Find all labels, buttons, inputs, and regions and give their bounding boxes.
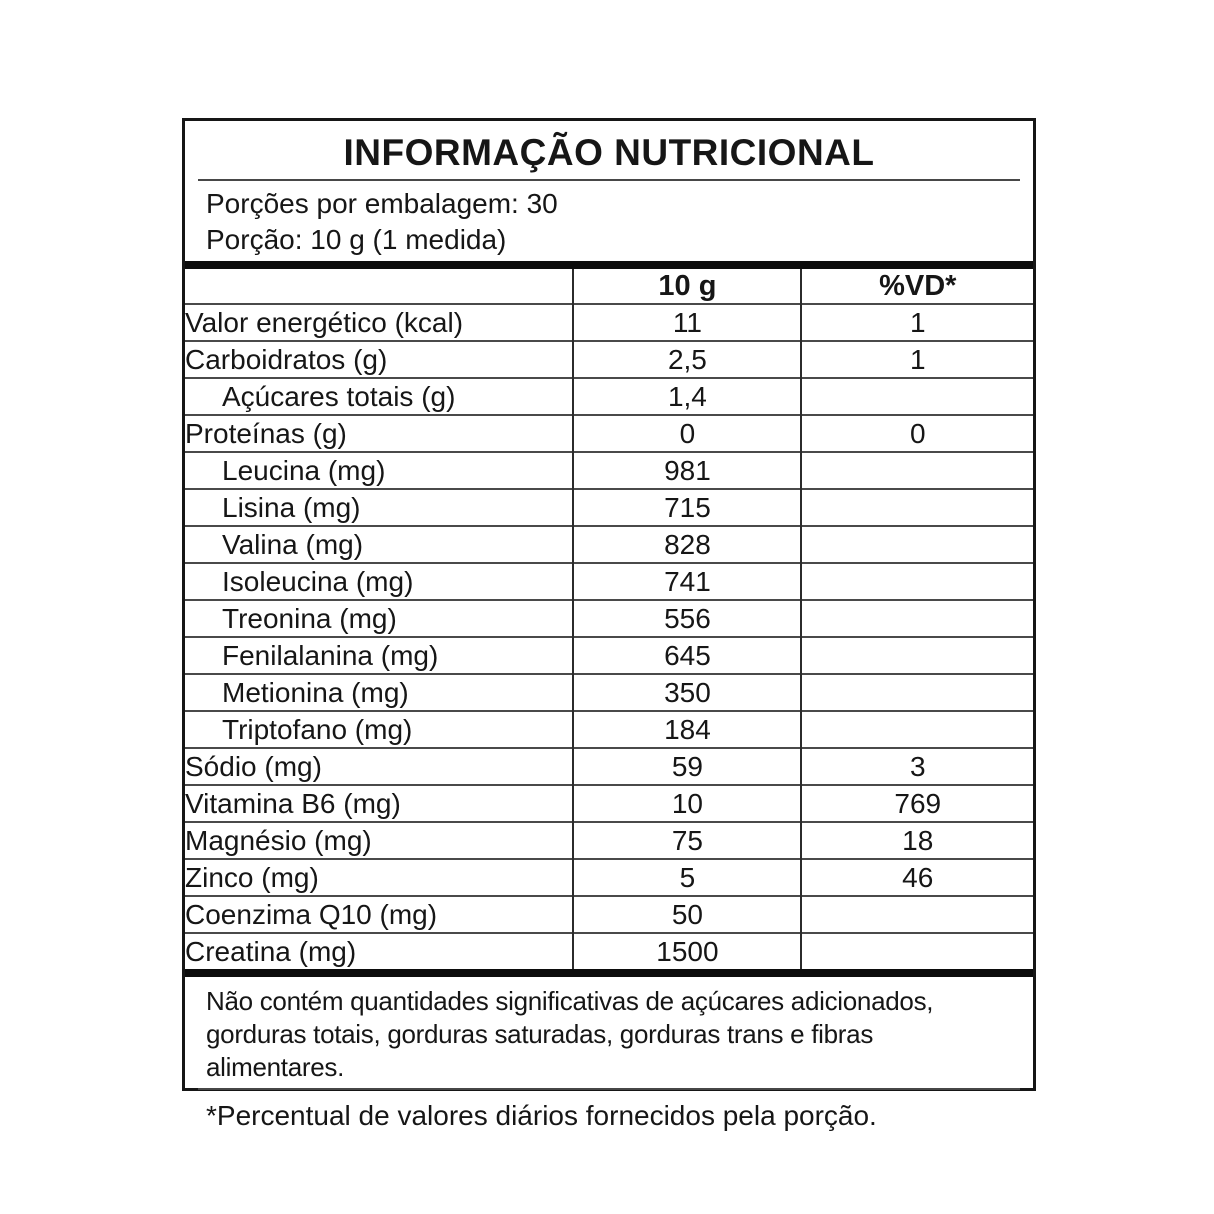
nutrient-name: Vitamina B6 (mg) bbox=[185, 785, 573, 822]
table-row bbox=[185, 822, 1033, 859]
table-row bbox=[185, 489, 1033, 526]
nutrient-daily-value: 18 bbox=[801, 822, 1033, 859]
table-row bbox=[185, 859, 1033, 896]
table-header-row bbox=[185, 269, 1033, 304]
nutrient-amount: 741 bbox=[573, 563, 801, 600]
nutrient-daily-value bbox=[801, 674, 1033, 711]
table-row bbox=[185, 378, 1033, 415]
nutrient-daily-value bbox=[801, 563, 1033, 600]
nutrient-daily-value bbox=[801, 637, 1033, 674]
header-amount-column: 10 g bbox=[573, 269, 801, 304]
nutrient-name: Açúcares totais (g) bbox=[185, 378, 573, 415]
table-row bbox=[185, 415, 1033, 452]
nutrient-daily-value bbox=[801, 711, 1033, 748]
nutrition-table bbox=[185, 269, 1033, 969]
nutrient-name: Triptofano (mg) bbox=[185, 711, 573, 748]
header-blank-cell bbox=[185, 269, 573, 304]
nutrient-amount: 556 bbox=[573, 600, 801, 637]
nutrient-daily-value bbox=[801, 489, 1033, 526]
thick-bar-top bbox=[185, 261, 1033, 269]
nutrient-daily-value bbox=[801, 452, 1033, 489]
nutrient-name: Treonina (mg) bbox=[185, 600, 573, 637]
nutrient-amount: 828 bbox=[573, 526, 801, 563]
nutrient-amount: 10 bbox=[573, 785, 801, 822]
nutrient-name: Magnésio (mg) bbox=[185, 822, 573, 859]
nutrient-amount: 50 bbox=[573, 896, 801, 933]
table-row bbox=[185, 896, 1033, 933]
table-row bbox=[185, 748, 1033, 785]
nutrient-amount: 75 bbox=[573, 822, 801, 859]
nutrition-label-title: INFORMAÇÃO NUTRICIONAL bbox=[343, 132, 875, 173]
nutrient-amount: 5 bbox=[573, 859, 801, 896]
nutrient-daily-value: 769 bbox=[801, 785, 1033, 822]
nutrition-table-body bbox=[185, 304, 1033, 969]
nutrient-daily-value bbox=[801, 526, 1033, 563]
nutrient-amount: 1,4 bbox=[573, 378, 801, 415]
nutrient-amount: 350 bbox=[573, 674, 801, 711]
nutrient-name: Sódio (mg) bbox=[185, 748, 573, 785]
servings-info bbox=[185, 181, 1033, 258]
table-row bbox=[185, 933, 1033, 969]
nutrient-name: Valor energético (kcal) bbox=[185, 304, 573, 341]
table-row bbox=[185, 526, 1033, 563]
nutrient-daily-value: 3 bbox=[801, 748, 1033, 785]
nutrient-daily-value: 46 bbox=[801, 859, 1033, 896]
nutrient-amount: 184 bbox=[573, 711, 801, 748]
nutrient-name: Leucina (mg) bbox=[185, 452, 573, 489]
nutrient-name: Creatina (mg) bbox=[185, 933, 573, 969]
table-row bbox=[185, 341, 1033, 378]
nutrient-amount: 11 bbox=[573, 304, 801, 341]
nutrient-daily-value bbox=[801, 600, 1033, 637]
nutrient-name: Metionina (mg) bbox=[185, 674, 573, 711]
nutrient-name: Coenzima Q10 (mg) bbox=[185, 896, 573, 933]
nutrient-amount: 1500 bbox=[573, 933, 801, 969]
nutrient-name: Zinco (mg) bbox=[185, 859, 573, 896]
thick-bar-bottom bbox=[185, 969, 1033, 977]
serving-size: Porção: 10 g (1 medida) bbox=[206, 224, 507, 255]
nutrient-daily-value bbox=[801, 933, 1033, 969]
table-row bbox=[185, 785, 1033, 822]
nutrient-daily-value: 1 bbox=[801, 304, 1033, 341]
no-significant-amounts-note: Não contém quantidades significativas de açúcares adicionados, gorduras totais, gorduras saturadas, gorduras trans e fibras alimentares. bbox=[206, 986, 934, 1082]
nutrient-name: Isoleucina (mg) bbox=[185, 563, 573, 600]
nutrient-amount: 715 bbox=[573, 489, 801, 526]
table-row bbox=[185, 637, 1033, 674]
nutrient-amount: 981 bbox=[573, 452, 801, 489]
daily-values-footnote: *Percentual de valores diários fornecidos pela porção. bbox=[206, 1100, 877, 1131]
nutrient-name: Proteínas (g) bbox=[185, 415, 573, 452]
table-row bbox=[185, 600, 1033, 637]
nutrient-daily-value bbox=[801, 378, 1033, 415]
nutrient-amount: 645 bbox=[573, 637, 801, 674]
nutrient-amount: 59 bbox=[573, 748, 801, 785]
nutrient-name: Carboidratos (g) bbox=[185, 341, 573, 378]
nutrient-amount: 0 bbox=[573, 415, 801, 452]
servings-per-package: Porções por embalagem: 30 bbox=[206, 188, 558, 219]
header-vd-column: %VD* bbox=[801, 269, 1033, 304]
nutrient-name: Lisina (mg) bbox=[185, 489, 573, 526]
table-row bbox=[185, 563, 1033, 600]
nutrient-name: Fenilalanina (mg) bbox=[185, 637, 573, 674]
table-row bbox=[185, 674, 1033, 711]
nutrition-label-box bbox=[182, 118, 1036, 1131]
table-row bbox=[185, 304, 1033, 341]
nutrient-daily-value: 0 bbox=[801, 415, 1033, 452]
nutrient-daily-value: 1 bbox=[801, 341, 1033, 378]
table-row bbox=[185, 711, 1033, 748]
nutrient-daily-value bbox=[801, 896, 1033, 933]
table-row bbox=[185, 452, 1033, 489]
nutrient-name: Valina (mg) bbox=[185, 526, 573, 563]
nutrient-amount: 2,5 bbox=[573, 341, 801, 378]
